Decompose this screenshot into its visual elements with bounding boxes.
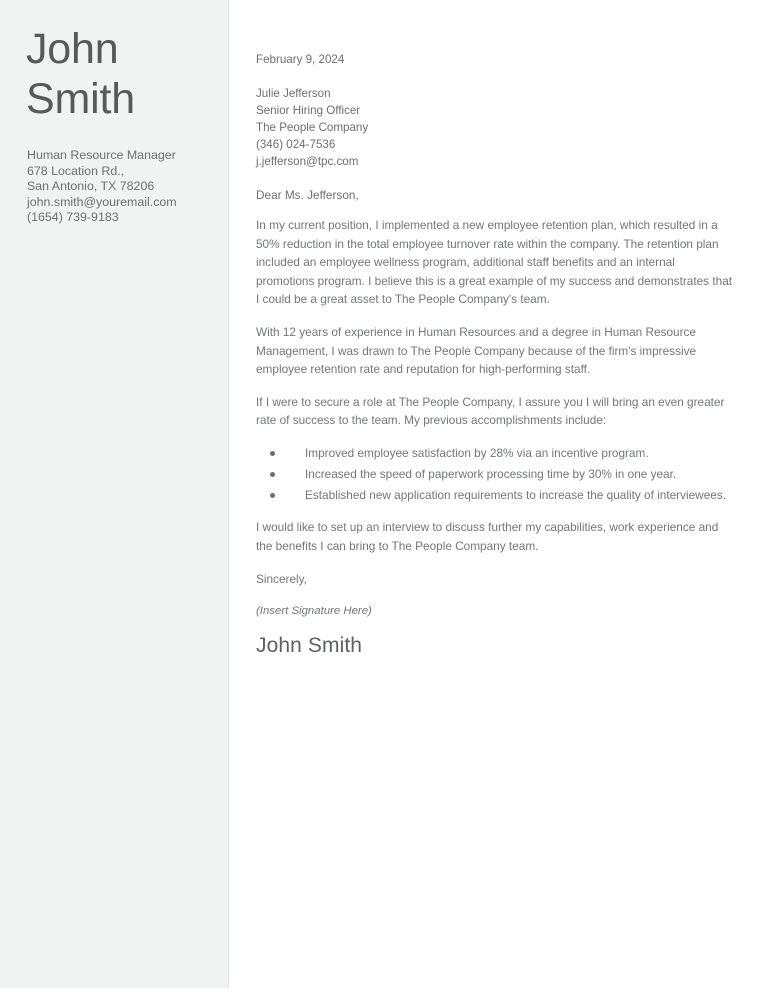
paragraph-1: In my current position, I implemented a new employee retention plan, which resulted in a 50% reduction in the total employee turnover rate within the company. The retention plan included an employee wellness program, additional staff benefits and an internal promotions program. I believe this is a great example of my success and demonstrates that I could be a great asset to The People Company's team. [256,218,733,307]
contact-details [27,148,223,226]
list-item-label: Improved employee satisfaction by 28% via an incentive program. [305,445,649,460]
signature-placeholder: (Insert Signature Here) [256,605,372,618]
list-item-label: Increased the speed of paperwork processing time by 30% in one year. [305,466,677,481]
contact-email: john.smith@youremail.com [27,194,177,209]
signature-name: John Smith [256,634,363,658]
recipient-email: j.jefferson@tpc.com [256,154,359,168]
applicant-name-heading [26,24,216,124]
salutation: Dear Ms. Jefferson, [256,188,359,202]
applicant-first-name: John [26,25,119,73]
list-item [256,464,736,485]
list-item-label: Established new application requirements to increase the quality of interviewees. [305,487,726,502]
list-item [256,443,736,464]
sign-off: Sincerely, [256,571,307,586]
letter-date: February 9, 2024 [256,53,345,66]
list-item [256,485,736,506]
recipient-block [256,86,368,171]
contact-job-title: Human Resource Manager [27,148,176,162]
contact-street-address: 678 Location Rd., [27,163,125,178]
bullet-point-icon [270,451,275,456]
body-copy [256,216,736,660]
sidebar [0,0,229,988]
recipient-name: Julie Jefferson [256,87,331,100]
bullet-point-icon [270,493,275,498]
recipient-phone: (346) 024-7536 [256,137,336,151]
contact-city-state-zip: San Antonio, TX 78206 [27,179,155,194]
recipient-company: The People Company [256,120,369,134]
contact-phone: (1654) 739-9183 [27,210,119,225]
accomplishments-list [256,443,736,505]
closing-paragraph: I would like to set up an interview to discuss further my capabilities, work experience and the benefits I can bring to The People Company team. [256,520,719,553]
applicant-last-name: Smith [26,75,135,123]
paragraph-2: With 12 years of experience in Human Resources and a degree in Human Resource Management, I was drawn to The People Company because of the firm's impressive employee retention rate and reputation for high-performing staff. [256,324,697,377]
paragraph-3: If I were to secure a role at The People Company, I assure you I will bring an even greater rate of success to the team. My previous accomplishments include: [256,394,725,428]
bullet-point-icon [270,472,275,477]
recipient-title: Senior Hiring Officer [256,103,361,117]
